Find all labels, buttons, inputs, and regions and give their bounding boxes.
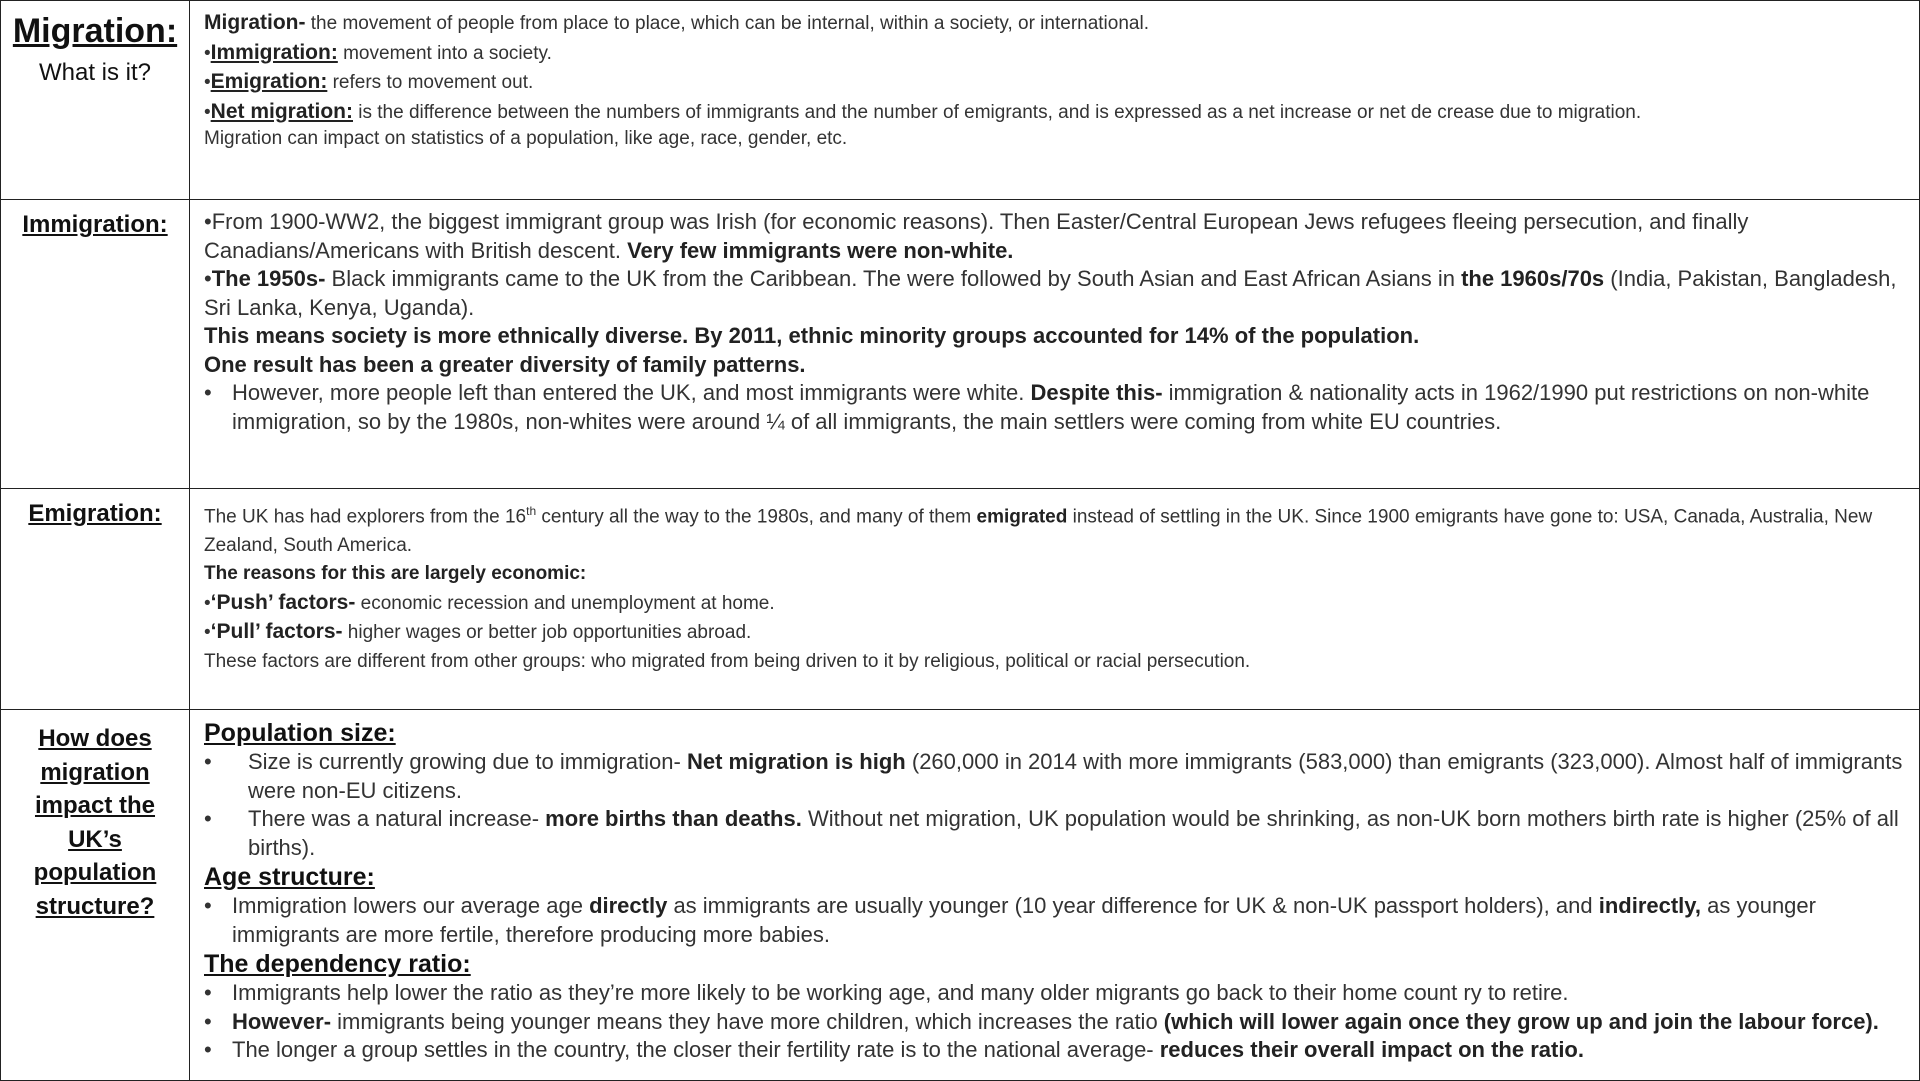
population-bullet-1: • Size is currently growing due to immigration- Net migration is high (260,000 in 2014 with more immigrants (583,000) than emigrants (323,000). Almost half of immigrants were non-EU citizens. — [204, 748, 1907, 805]
age-bullet-1: • Immigration lowers our average age directly as immigrants are usually younger (10 year difference for UK & non-UK passport holders), and indirectly, as younger immigrants are more fertile, therefore producing more babies. — [204, 892, 1907, 949]
dependency-bullet-2: • However- immigrants being younger means they have more children, which increases the ratio (which will lower again once they grow up and join the labour force). — [204, 1008, 1907, 1037]
net-migration-definition: •Net migration: is the difference between the numbers of immigrants and the number of emigrants, and is expressed as a net increase or net de crease due to migration. — [204, 99, 1642, 123]
population-bullet-2: • There was a natural increase- more births than deaths. Without net migration, UK population would be shrinking, as non-UK born mothers birth rate is higher (25% of all births). — [204, 805, 1907, 862]
row-migration — [1, 1, 1920, 200]
content-cell-emigration — [190, 489, 1920, 710]
immigration-definition: •Immigration: movement into a society. — [204, 40, 552, 64]
impact-heading: How does migration impact the UK’s population structure? — [33, 725, 157, 920]
pull-factors: •‘Pull’ factors- higher wages or better job opportunities abroad. — [204, 620, 752, 644]
migration-definition: Migration- the movement of people from place to place, which can be internal, within a society, or international. — [204, 11, 1149, 34]
population-size-heading: Population size: — [204, 719, 396, 747]
content-cell-migration — [190, 1, 1920, 200]
age-structure-heading: Age structure: — [204, 863, 375, 891]
label-cell-immigration — [1, 200, 190, 489]
label-cell-emigration — [1, 489, 190, 710]
row-emigration — [1, 489, 1920, 710]
immigration-paragraph-1: •From 1900-WW2, the biggest immigrant group was Irish (for economic reasons). Then Easter/Central European Jews refugees fleeing persecution, and finally Canadians/Americans with British descent. Very few immigrants were non-white. — [204, 209, 1749, 263]
emigration-heading: Emigration: — [28, 500, 162, 527]
immigration-heading: Immigration: — [22, 211, 168, 238]
emigration-reasons-note: The reasons for this are largely economic: — [204, 563, 587, 585]
emigration-definition: •Emigration: refers to movement out. — [204, 70, 534, 93]
row-immigration — [1, 200, 1920, 489]
migration-heading: Migration: — [12, 12, 178, 50]
emigration-comparison-note: These factors are different from other groups: who migrated from being driven to it by religious, political or racial persecution. — [204, 650, 1251, 672]
migration-impact-note: Migration can impact on statistics of a population, like age, race, gender, etc. — [204, 128, 848, 149]
dependency-bullet-3: • The longer a group settles in the country, the closer their fertility rate is to the national average- reduces their overall impact on the ratio. — [204, 1036, 1907, 1065]
dependency-ratio-heading: The dependency ratio: — [204, 950, 471, 978]
migration-subheading: What is it? — [38, 59, 152, 86]
immigration-family-note: One result has been a greater diversity of family patterns. — [204, 351, 806, 377]
immigration-paragraph-2: •The 1950s- Black immigrants came to the UK from the Caribbean. The were followed by South Asian and East African Asians in the 1960s/70s (India, Pakistan, Bangladesh, Sri Lanka, Kenya, Uganda). — [204, 266, 1897, 320]
push-factors: •‘Push’ factors- economic recession and unemployment at home. — [204, 590, 775, 614]
label-cell-migration — [1, 1, 190, 200]
immigration-diversity-note: This means society is more ethnically diverse. By 2011, ethnic minority groups accounted for 14% of the population. — [204, 323, 1420, 348]
immigration-bullet-point: • However, more people left than entered the UK, and most immigrants were white. Despite this- immigration & nationality acts in 1962/1990 put restrictions on non-white immigration, so by the 1980s, non-whites were around ¼ of all immigrants, the main settlers were coming from white EU countries. — [204, 379, 1907, 436]
content-cell-immigration — [190, 200, 1920, 489]
content-cell-impact — [190, 710, 1920, 1081]
row-impact — [1, 710, 1920, 1081]
emigration-paragraph-1: The UK has had explorers from the 16th century all the way to the 1980s, and many of them emigrated instead of settling in the UK. Since 1900 emigrants have gone to: USA, Canada, Australia, New Zealand, South America. — [204, 504, 1873, 556]
label-cell-impact — [1, 710, 190, 1081]
dependency-bullet-1: • Immigrants help lower the ratio as they’re more likely to be working age, and many older migrants go back to their home count ry to retire. — [204, 979, 1907, 1008]
